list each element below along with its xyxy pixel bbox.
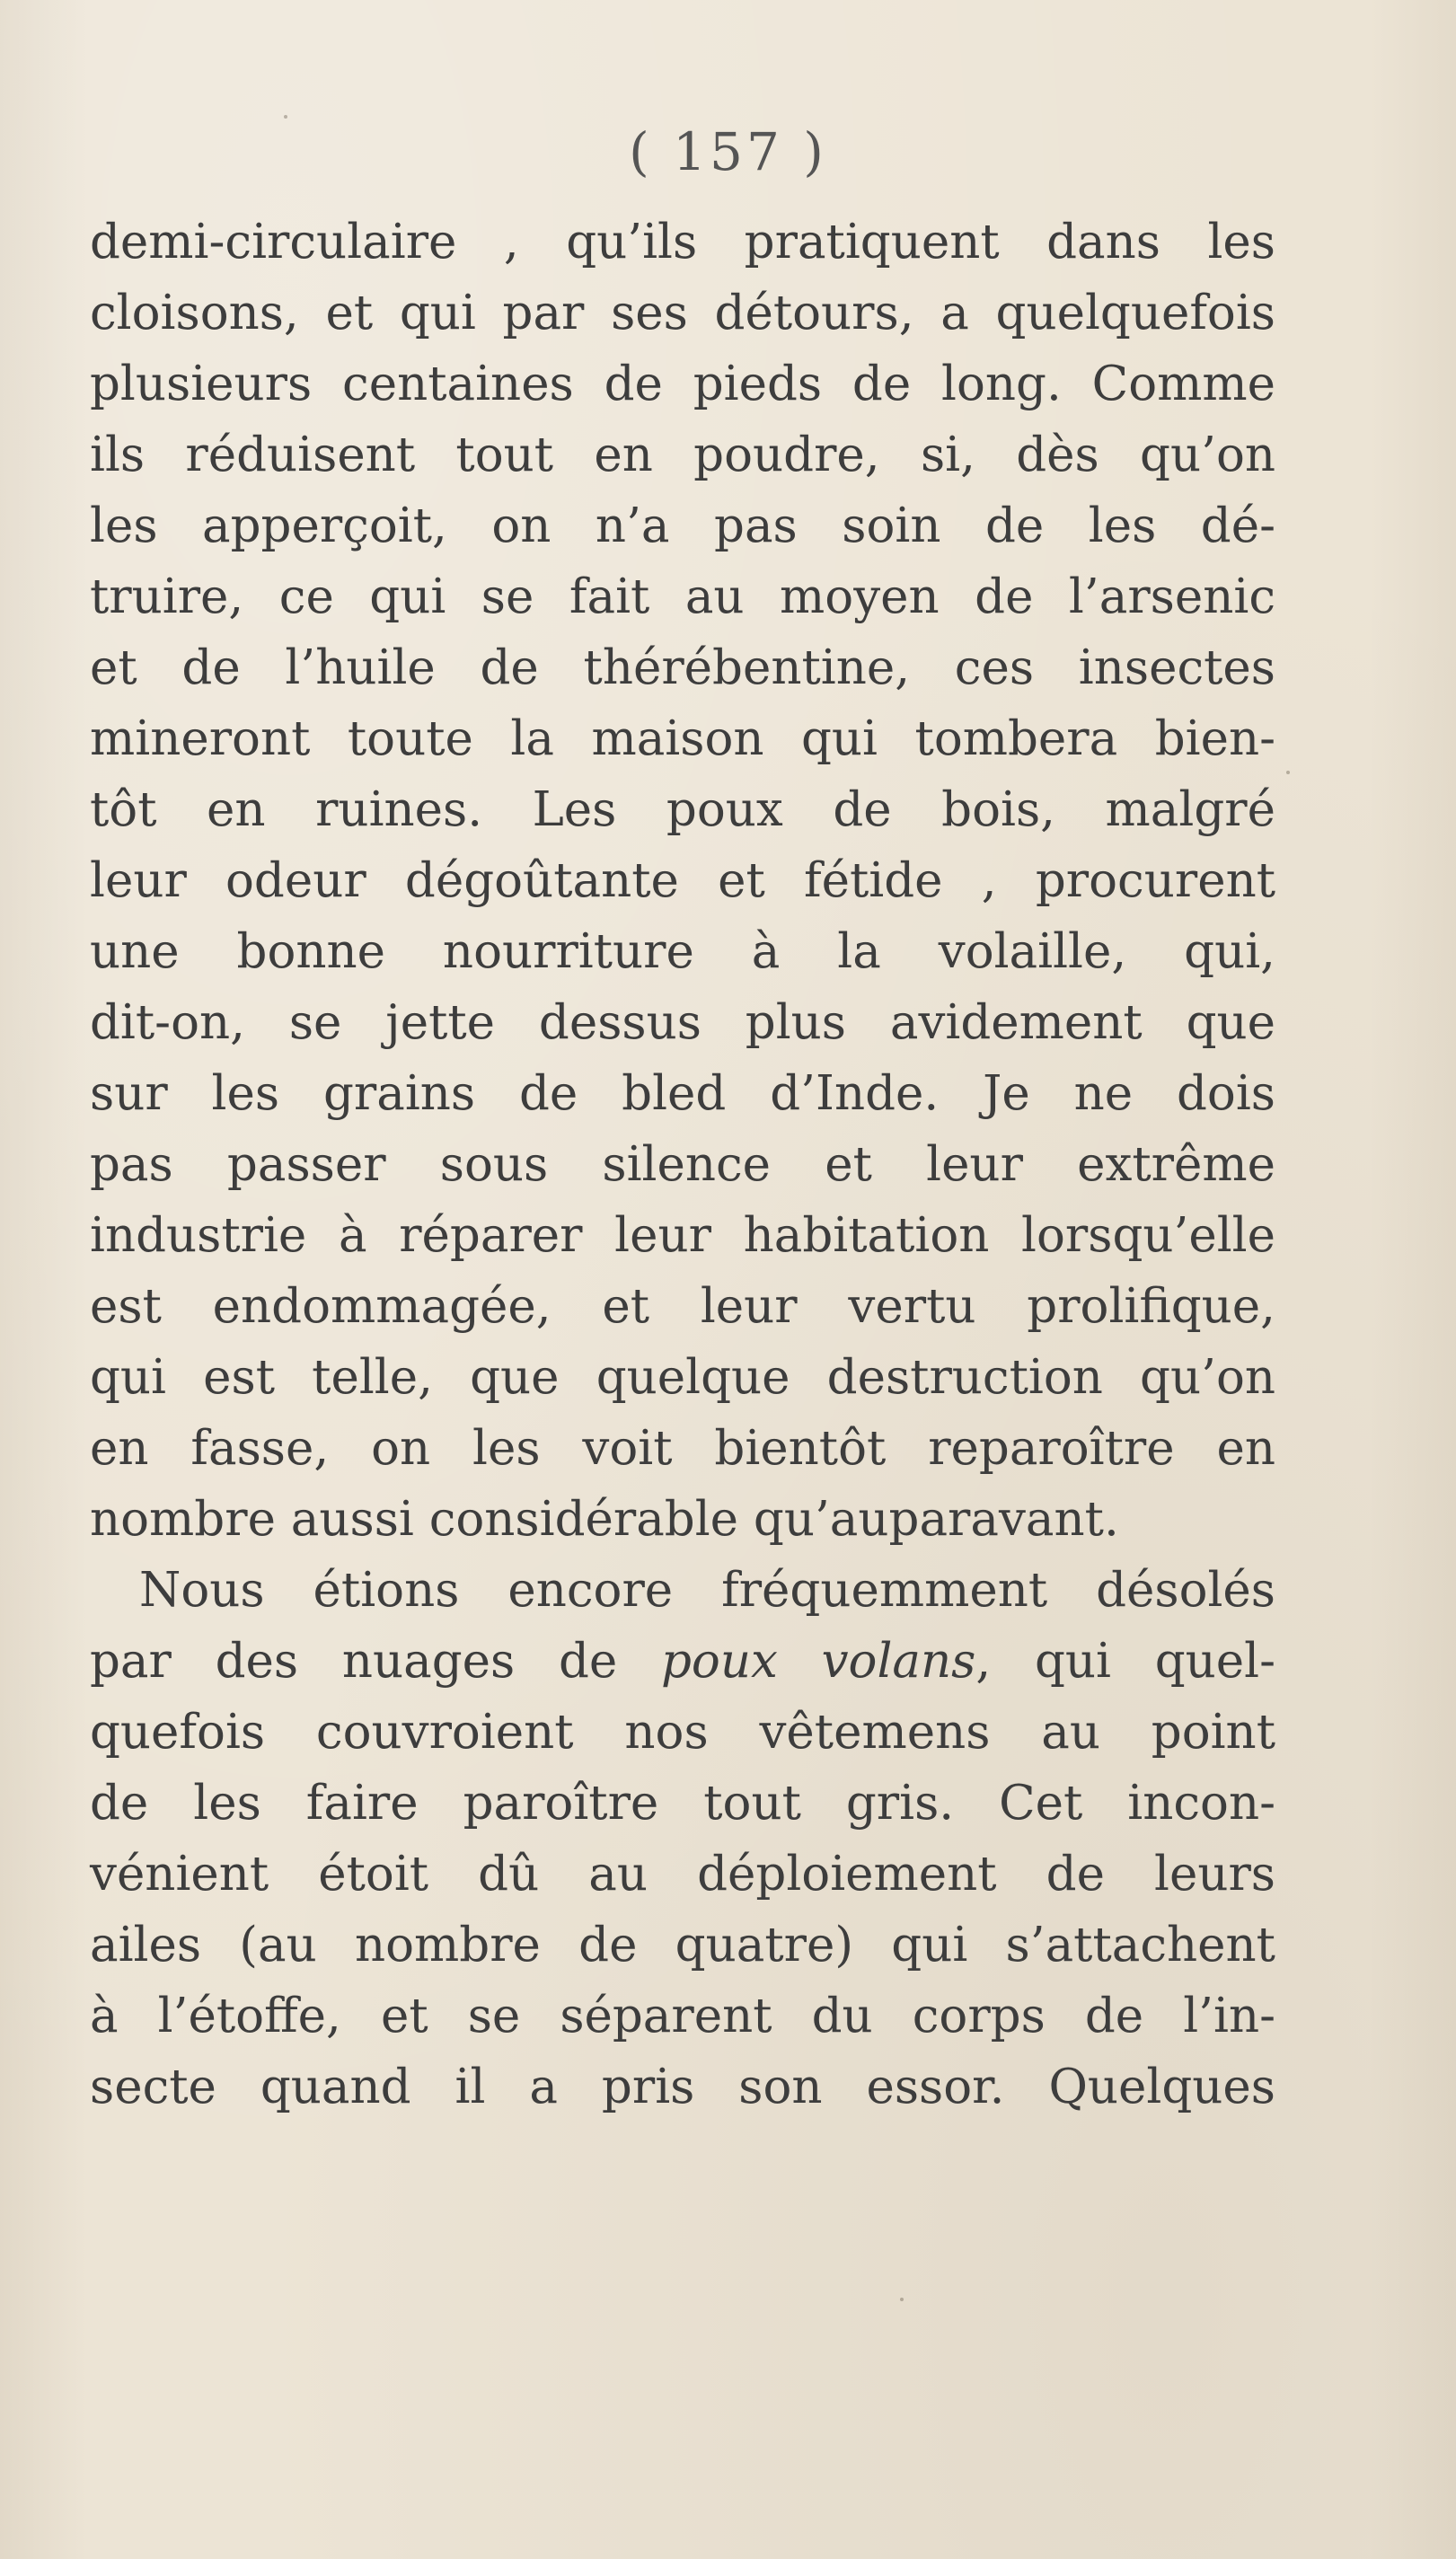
text-line: de les faire paroître tout gris. Cet incon- <box>90 1776 1275 1831</box>
text-line: vénient étoit dû au déploiement de leurs <box>90 1847 1275 1902</box>
paragraph-1 <box>90 207 1275 1555</box>
text-line: mineront toute la maison qui tombera bien- <box>90 711 1275 766</box>
paper-speck <box>284 115 287 119</box>
text-line: quefois couvroient nos vêtemens au point <box>90 1705 1275 1760</box>
text-line: ailes (au nombre de quatre) qui s’attachent <box>90 1918 1275 1972</box>
text-line: dit-on, se jette dessus plus avidement que <box>90 995 1275 1050</box>
text-line: cloisons, et qui par ses détours, a quelquefois <box>90 286 1275 340</box>
paragraph-2 <box>90 1555 1275 2122</box>
text-line: à l’étoffe, et se séparent du corps de l’in- <box>90 1989 1275 2043</box>
text-line-with-italic <box>90 1626 1275 1697</box>
text-line: qui est telle, que quelque destruction qu’on <box>90 1350 1275 1405</box>
text-line: leur odeur dégoûtante et fétide , procurent <box>90 853 1275 908</box>
paper-speck <box>900 2298 904 2301</box>
text-segment: par des nuages de <box>90 1634 661 1689</box>
italic-term: poux volans <box>661 1634 976 1689</box>
text-line: nombre aussi considérable qu’auparavant. <box>90 1492 1119 1547</box>
text-line: ils réduisent tout en poudre, si, dès qu’on <box>90 428 1275 482</box>
text-line: demi-circulaire , qu’ils pratiquent dans les <box>90 215 1275 269</box>
text-line: en fasse, on les voit bientôt reparoître en <box>90 1421 1275 1476</box>
page-number: ( 157 ) <box>629 121 827 182</box>
text-line: et de l’huile de thérébentine, ces insectes <box>90 640 1275 695</box>
text-line: secte quand il a pris son essor. Quelques <box>90 2060 1275 2114</box>
text-line: truire, ce qui se fait au moyen de l’arsenic <box>90 569 1275 624</box>
text-line: une bonne nourriture à la volaille, qui, <box>90 924 1275 979</box>
text-line: plusieurs centaines de pieds de long. Comme <box>90 357 1275 411</box>
text-line: pas passer sous silence et leur extrême <box>90 1137 1275 1192</box>
body-text <box>90 207 1275 2122</box>
text-line: Nous étions encore fréquemment désolés <box>139 1563 1275 1618</box>
text-segment: , qui quel- <box>975 1634 1275 1689</box>
text-line: tôt en ruines. Les poux de bois, malgré <box>90 782 1275 837</box>
text-line: sur les grains de bled d’Inde. Je ne dois <box>90 1066 1275 1121</box>
paper-speck <box>1286 771 1290 774</box>
text-line: les apperçoit, on n’a pas soin de les dé- <box>90 499 1275 553</box>
text-line: industrie à réparer leur habitation lorsqu’elle <box>90 1208 1275 1263</box>
text-line: est endommagée, et leur vertu prolifique, <box>90 1279 1275 1334</box>
